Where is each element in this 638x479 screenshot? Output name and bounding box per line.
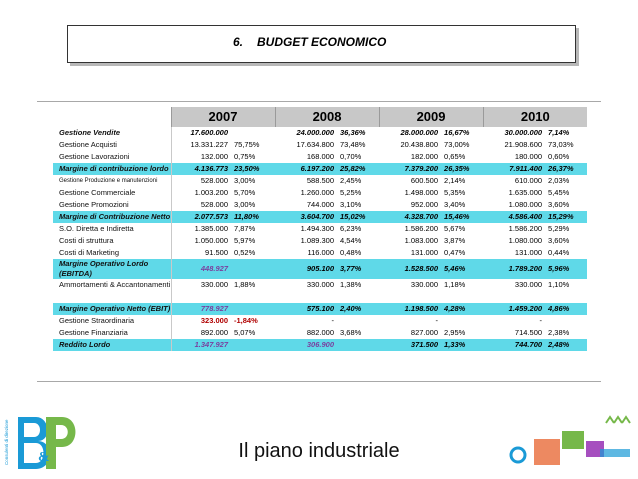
cell-percent-2010: 4,86% [545, 303, 587, 315]
cell-percent-2009: 73,00% [444, 140, 470, 149]
cell-value-2009: 4.328.700 [379, 211, 441, 223]
cell-value-2009: 28.000.000 [400, 128, 439, 137]
cell-percent-2007: 5,97% [234, 236, 256, 245]
cell-percent-2010: 2,03% [548, 176, 570, 185]
cell-percent-2007: 5,07% [234, 328, 256, 337]
cell-percent-2007: 1,88% [234, 280, 256, 289]
footer-title: Il piano industriale [238, 440, 400, 462]
cell-value-2008: 330.000 [306, 280, 335, 289]
table-row [53, 291, 587, 303]
decorative-industry-icons [500, 413, 634, 475]
table-row [53, 259, 587, 279]
table-row [53, 163, 587, 175]
cell-value-2007: 330.000 [171, 279, 231, 291]
cell-percent-2008: 4,54% [340, 236, 362, 245]
cell-value-2008: 306.900 [275, 339, 337, 351]
divider-top [37, 101, 601, 102]
table-row [53, 303, 587, 315]
cell-percent-2007 [231, 339, 275, 351]
table-row [53, 187, 587, 199]
row-label: Gestione Lavorazioni [59, 152, 130, 161]
cell-percent-2008: 2,45% [340, 176, 362, 185]
cell-percent-2007: 7,87% [234, 224, 256, 233]
cell-value-2010: 7.911.400 [483, 163, 545, 175]
cell-percent-2009: 5,35% [444, 188, 466, 197]
year-header-2009: 2009 [379, 107, 483, 127]
row-label: S.O. Diretta e Indiretta [59, 224, 134, 233]
cell-percent-2010: 3,60% [548, 236, 570, 245]
gear-icon [511, 448, 525, 462]
cell-percent-2008 [337, 315, 379, 327]
cell-percent-2007: 11,80% [231, 211, 275, 223]
cell-percent-2008: 25,82% [337, 163, 379, 175]
cell-value-2010: 330.000 [514, 280, 543, 289]
table-row [53, 175, 587, 187]
row-label: Gestione Finanziaria [59, 328, 128, 337]
row-label [53, 291, 171, 303]
cell-value-2007: 323.000 [171, 315, 231, 327]
year-header-2007: 2007 [171, 107, 275, 127]
cell-percent-2010: 5,29% [548, 224, 570, 233]
row-label: Gestione Straordinaria [59, 316, 135, 325]
cell-value-2009: 600.500 [410, 176, 439, 185]
cell-value-2007: 132.000 [171, 151, 231, 163]
cell-value-2008: 588.500 [306, 176, 335, 185]
cell-value-2008: 1.089.300 [300, 236, 335, 245]
cell-percent-2007 [231, 291, 275, 303]
cell-value-2009: 7.379.200 [379, 163, 441, 175]
cell-percent-2007: 0,52% [234, 248, 256, 257]
cell-value-2009: 20.438.800 [400, 140, 439, 149]
cell-percent-2008: 1,38% [340, 280, 362, 289]
row-label: Margine Operativo Netto (EBIT) [53, 303, 171, 315]
row-label: Gestione Acquisti [59, 140, 117, 149]
cell-percent-2010: 5,96% [545, 259, 587, 279]
slide-title-box [67, 25, 576, 63]
cell-value-2010: 610.000 [514, 176, 543, 185]
row-label: Gestione Promozioni [59, 200, 129, 209]
cell-percent-2010: 3,60% [548, 200, 570, 209]
cell-value-2007: 2.077.573 [171, 211, 231, 223]
cell-value-2009: 131.000 [410, 248, 439, 257]
table-row [53, 211, 587, 223]
cell-percent-2008: 5,25% [340, 188, 362, 197]
cell-percent-2007 [231, 127, 275, 139]
cell-percent-2009: 0,65% [444, 152, 466, 161]
cell-percent-2008: 0,70% [340, 152, 362, 161]
cell-value-2007: 778.927 [171, 303, 231, 315]
year-header-2008: 2008 [275, 107, 379, 127]
cell-percent-2008: 15,02% [337, 211, 379, 223]
cell-value-2010: 131.000 [514, 248, 543, 257]
logo-ampersand: & [38, 450, 50, 465]
cell-value-2008: 1.494.300 [300, 224, 335, 233]
cell-percent-2010: 7,14% [548, 128, 570, 137]
table-row [53, 139, 587, 151]
cell-percent-2009: 5,67% [444, 224, 466, 233]
cell-value-2009: 1.083.000 [404, 236, 439, 245]
cell-percent-2008: 0,48% [340, 248, 362, 257]
section-number: 6. [233, 35, 244, 49]
cell-percent-2009: 2,14% [444, 176, 466, 185]
cell-value-2007: 1.347.927 [171, 339, 231, 351]
cell-percent-2010 [545, 291, 587, 303]
cell-value-2010: 21.908.600 [504, 140, 543, 149]
cell-value-2010: 180.000 [514, 152, 543, 161]
cell-value-2010 [483, 291, 545, 303]
cell-value-2008: 3.604.700 [275, 211, 337, 223]
cell-value-2008: 575.100 [275, 303, 337, 315]
cell-percent-2007: 3,00% [234, 176, 256, 185]
section-title: BUDGET ECONOMICO [257, 35, 387, 49]
cell-value-2010: 30.000.000 [504, 128, 543, 137]
cell-percent-2009 [441, 315, 483, 327]
cell-percent-2007: 5,70% [234, 188, 256, 197]
cell-percent-2009: 5,46% [441, 259, 483, 279]
cell-value-2010: - [539, 316, 543, 325]
logo-vertical-text: Consulenti di direzione [4, 419, 9, 465]
table-row [53, 315, 587, 327]
cell-percent-2009: 4,28% [441, 303, 483, 315]
cell-percent-2009: 16,67% [444, 128, 470, 137]
cell-percent-2010: 0,60% [548, 152, 570, 161]
cell-value-2007: 1.385.000 [171, 223, 231, 235]
cell-value-2009: 330.000 [410, 280, 439, 289]
table-row [53, 279, 587, 291]
cell-percent-2010 [545, 315, 587, 327]
cell-percent-2007: 23,50% [231, 163, 275, 175]
cell-value-2008: 24.000.000 [296, 128, 335, 137]
row-label: Ammortamenti & Accantonamenti [59, 280, 171, 289]
cell-percent-2008: 73,48% [340, 140, 366, 149]
cell-value-2008: 6.197.200 [275, 163, 337, 175]
cell-percent-2010: 26,37% [545, 163, 587, 175]
cell-value-2010: 1.459.200 [483, 303, 545, 315]
tree-icon [606, 417, 630, 423]
cell-percent-2009: 1,18% [444, 280, 466, 289]
cell-value-2010: 1.635.000 [508, 188, 543, 197]
cell-percent-2010: 15,29% [545, 211, 587, 223]
cell-value-2009: 1.528.500 [379, 259, 441, 279]
cell-value-2010: 744.700 [483, 339, 545, 351]
cell-value-2007 [171, 291, 231, 303]
cell-percent-2009: 26,35% [441, 163, 483, 175]
cell-percent-2008: 6,23% [340, 224, 362, 233]
cell-value-2008 [275, 291, 337, 303]
cell-percent-2008: 36,36% [340, 128, 366, 137]
cell-value-2010: 1.080.000 [508, 200, 543, 209]
cell-percent-2009: 2,95% [444, 328, 466, 337]
cell-percent-2010: 5,45% [548, 188, 570, 197]
table-row [53, 151, 587, 163]
table-row [53, 199, 587, 211]
row-label: Gestione Commerciale [59, 188, 136, 197]
cell-value-2008: - [331, 316, 335, 325]
row-label: Costi di struttura [59, 236, 114, 245]
cell-value-2009: 371.500 [379, 339, 441, 351]
cell-percent-2008: 3,77% [337, 259, 379, 279]
table-row [53, 247, 587, 259]
cell-percent-2009: 15,46% [441, 211, 483, 223]
row-label: Gestione Produzione e manutenzioni [59, 178, 158, 184]
cell-value-2007: 528.000 [171, 199, 231, 211]
cell-value-2007: 528.000 [171, 175, 231, 187]
cell-value-2008: 1.260.000 [300, 188, 335, 197]
factory-block-icon [534, 439, 560, 465]
cell-value-2008: 905.100 [275, 259, 337, 279]
cell-value-2010: 714.500 [514, 328, 543, 337]
table-row [53, 327, 587, 339]
cell-value-2007: 1.050.000 [171, 235, 231, 247]
table-row [53, 223, 587, 235]
slide-title [233, 35, 386, 49]
row-label: Margine di Contribuzione Netto [53, 211, 171, 223]
cell-percent-2008: 3,68% [340, 328, 362, 337]
budget-table-body [53, 127, 587, 351]
budget-table [53, 107, 587, 351]
cell-value-2007: 13.331.227 [171, 139, 231, 151]
header-corner [53, 107, 171, 127]
cell-percent-2008 [337, 291, 379, 303]
year-header-row [53, 107, 587, 127]
cell-percent-2009: 0,47% [444, 248, 466, 257]
bar-icon [600, 449, 630, 457]
cell-percent-2009: 3,87% [444, 236, 466, 245]
cell-percent-2008: 2,40% [337, 303, 379, 315]
row-label: Margine Operativo Lordo (EBITDA) [53, 259, 171, 279]
divider-bottom [37, 381, 601, 382]
table-row [53, 339, 587, 351]
plant-block-icon [562, 431, 584, 449]
cell-value-2007: 91.500 [171, 247, 231, 259]
cell-percent-2009: 3,40% [444, 200, 466, 209]
cell-value-2009: 827.000 [410, 328, 439, 337]
cell-value-2009: 1.498.000 [404, 188, 439, 197]
cell-value-2009 [379, 291, 441, 303]
cell-value-2009: - [435, 316, 439, 325]
row-label: Margine di contribuzione lordo [53, 163, 171, 175]
cell-value-2010: 1.080.000 [508, 236, 543, 245]
cell-value-2008: 168.000 [306, 152, 335, 161]
table-row [53, 235, 587, 247]
cell-value-2007: 892.000 [171, 327, 231, 339]
budget-table-wrapper [53, 107, 587, 369]
cell-percent-2007 [231, 259, 275, 279]
cell-value-2009: 1.198.500 [379, 303, 441, 315]
cell-percent-2007 [231, 303, 275, 315]
cell-value-2008: 17.634.800 [296, 140, 335, 149]
cell-percent-2008 [337, 339, 379, 351]
cell-value-2008: 116.000 [307, 248, 335, 257]
cell-percent-2010: 0,44% [548, 248, 570, 257]
cell-percent-2010: 1,10% [548, 280, 570, 289]
cell-value-2008: 744.000 [306, 200, 335, 209]
cell-value-2007: 17.600.000 [171, 127, 231, 139]
cell-value-2009: 952.000 [410, 200, 439, 209]
cell-percent-2009: 1,33% [441, 339, 483, 351]
cell-percent-2007: 3,00% [234, 200, 256, 209]
table-row [53, 127, 587, 139]
cell-percent-2010: 2,48% [545, 339, 587, 351]
cell-value-2007: 4.136.773 [171, 163, 231, 175]
cell-percent-2010: 2,38% [548, 328, 570, 337]
cell-percent-2008: 3,10% [340, 200, 362, 209]
cell-value-2010: 1.586.200 [508, 224, 543, 233]
cell-value-2007: 1.003.200 [171, 187, 231, 199]
cell-percent-2009 [441, 291, 483, 303]
cell-value-2009: 1.586.200 [404, 224, 439, 233]
cell-value-2010: 4.586.400 [483, 211, 545, 223]
cell-percent-2007: 75,75% [234, 140, 260, 149]
cell-percent-2010: 73,03% [548, 140, 574, 149]
cell-value-2008: 882.000 [306, 328, 335, 337]
cell-value-2010: 1.789.200 [483, 259, 545, 279]
cell-value-2007: 448.927 [171, 259, 231, 279]
row-label: Costi di Marketing [59, 248, 120, 257]
cell-percent-2007: 0,75% [234, 152, 256, 161]
cell-value-2009: 182.000 [410, 152, 439, 161]
row-label: Gestione Vendite [59, 128, 120, 137]
year-header-2010: 2010 [483, 107, 587, 127]
row-label: Reddito Lordo [53, 339, 171, 351]
cell-percent-2007: -1,84% [234, 316, 258, 325]
